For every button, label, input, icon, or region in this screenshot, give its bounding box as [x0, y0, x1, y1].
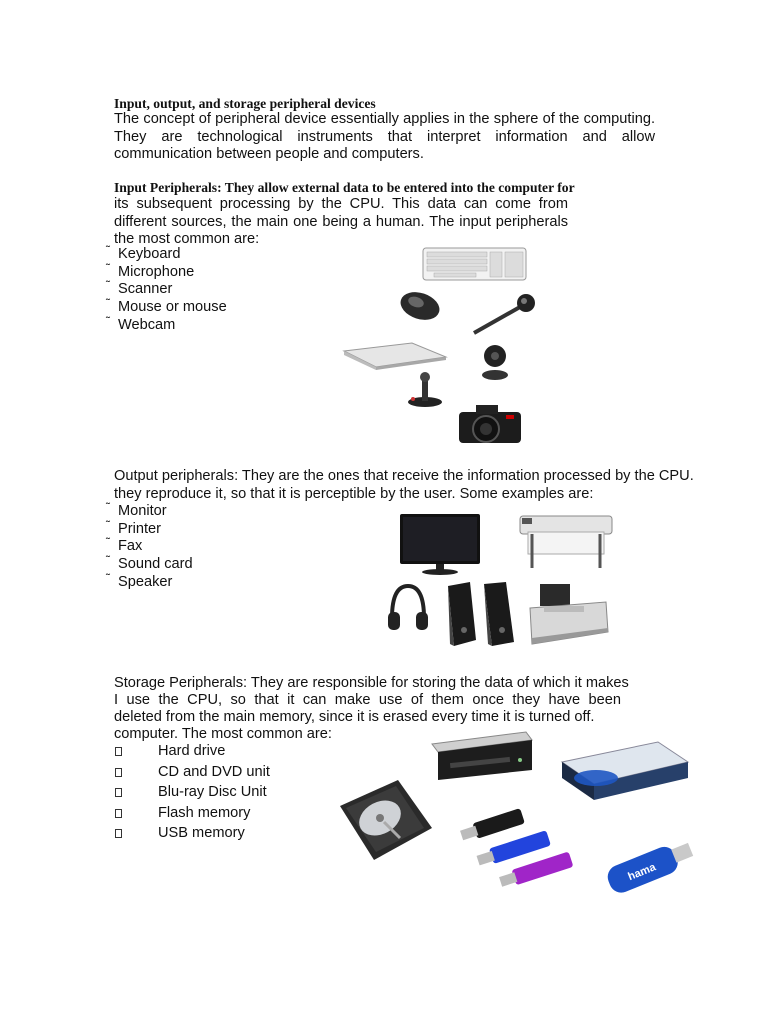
list-item: Flash memory	[114, 803, 270, 824]
plotter-image	[518, 512, 614, 570]
list-item: ˜ Scanner	[106, 278, 173, 298]
section-heading: Input, output, and storage peripheral devices	[114, 96, 376, 111]
list-item: Blu-ray Disc Unit	[114, 782, 270, 803]
output-line-2: they reproduce it, so that it is perceptible by the user. Some examples are:	[114, 486, 594, 502]
webcam-image	[478, 343, 512, 381]
usb-memory-image	[600, 826, 704, 896]
printer-image	[526, 582, 610, 648]
speaker-left-image	[444, 580, 478, 648]
storage-list	[114, 741, 270, 844]
storage-line-1: Storage Peripherals: They are responsible for storing the data of which it makes	[114, 675, 629, 691]
list-item: ˜ Monitor	[106, 500, 167, 519]
mouse-image	[398, 290, 442, 322]
storage-line-2-wrap	[114, 692, 621, 710]
dvd-drive-image	[430, 730, 534, 782]
headphones-image	[386, 582, 430, 644]
keyboard-image	[422, 246, 528, 282]
storage-line-4: computer. The most common are:	[114, 726, 332, 742]
microphone-image	[470, 293, 538, 337]
input-line-1: its subsequent processing by the CPU. This data can come from	[114, 196, 568, 212]
input-line-2: different sources, the main one being a human. The input peripherals	[114, 213, 568, 230]
list-item: ˜ Mouse or mouse	[106, 296, 227, 316]
list-item: ˜ Keyboard	[106, 243, 181, 262]
joystick-image	[405, 371, 445, 409]
hard-drive-image	[336, 778, 434, 862]
usb-brand-label: hama	[626, 861, 658, 884]
camera-image	[456, 400, 524, 446]
intro-paragraph: The concept of peripheral device essentially applies in the sphere of the computing. They are technological instruments that interpret information and allow communication between people and computers.	[114, 111, 655, 162]
list-item: ˜ Webcam	[106, 313, 176, 333]
output-line-1: Output peripherals: They are the ones that receive the information processed by the CPU.	[114, 468, 694, 484]
scanner-image	[342, 339, 448, 371]
list-item: ˜ Sound card	[106, 553, 193, 573]
storage-line-2: I use the CPU, so that it can make use of them once they have been	[114, 692, 621, 708]
input-line-3: the most common are:	[114, 231, 260, 247]
list-item: CD and DVD unit	[114, 762, 270, 783]
output-list	[106, 500, 193, 592]
list-item: ˜ Speaker	[106, 570, 173, 590]
speaker-right-image	[480, 580, 518, 648]
input-paragraph	[114, 196, 568, 249]
monitor-image	[398, 512, 482, 576]
flash-memory-image	[458, 806, 584, 888]
list-item: ˜ Fax	[106, 535, 143, 555]
list-item: ˜ Printer	[106, 517, 161, 537]
list-item: ˜ Microphone	[106, 260, 195, 280]
input-heading: Input Peripherals: They allow external data to be entered into the computer for	[114, 180, 575, 195]
bluray-drive-image	[558, 738, 692, 804]
list-item: USB memory	[114, 823, 270, 844]
input-list	[106, 243, 227, 335]
list-item: Hard drive	[114, 741, 270, 762]
storage-line-3: deleted from the main memory, since it is erased every time it is turned off.	[114, 709, 595, 725]
